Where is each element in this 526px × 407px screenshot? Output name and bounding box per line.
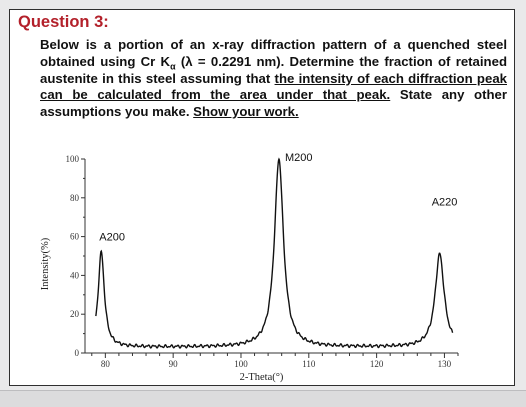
assumption-underlined: the intensity of each diffraction peak can be calculated from the area under that peak. [40,70,507,103]
y-tick-label: 40 [70,270,79,281]
peak-label-a200: A200 [99,231,125,244]
y-tick-label: 80 [70,192,79,203]
y-tick-label: 100 [65,154,79,164]
xrd-chart [30,150,460,385]
x-tick-label: 90 [168,359,178,369]
x-tick-label: 110 [302,359,316,369]
question-text-part2: (λ = 0.2291 nm). Determine the fraction of retained austenite in this steel assuming that [40,53,508,86]
x-tick-label: 120 [369,359,384,369]
y-tick-label: 0 [74,348,79,358]
x-tick-label: 100 [234,359,248,369]
x-tick-label: 130 [437,359,452,369]
question-text [40,37,507,121]
peak-label-m200: M200 [284,152,313,164]
y-tick-label: 20 [70,309,79,320]
k-alpha-subscript: α [170,61,176,72]
y-axis-title: Intensity(%) [40,237,51,291]
diffraction-curve [96,159,453,348]
x-axis-title: 2-Theta(°) [239,372,284,383]
question-text-part1: Below is a portion of an x-ray diffraction pattern of a quenched steel obtained using Cr K [40,37,507,69]
question-card [9,9,515,386]
y-tick-label: 60 [70,231,79,242]
x-tick-label: 80 [100,359,110,369]
bottom-band [0,390,526,407]
peak-label-a220: A220 [431,196,458,209]
question-title: Question 3: [18,13,109,31]
question-text-part3: State any other assumptions you make. [40,87,507,120]
show-work-underlined: Show your work. [193,104,299,120]
